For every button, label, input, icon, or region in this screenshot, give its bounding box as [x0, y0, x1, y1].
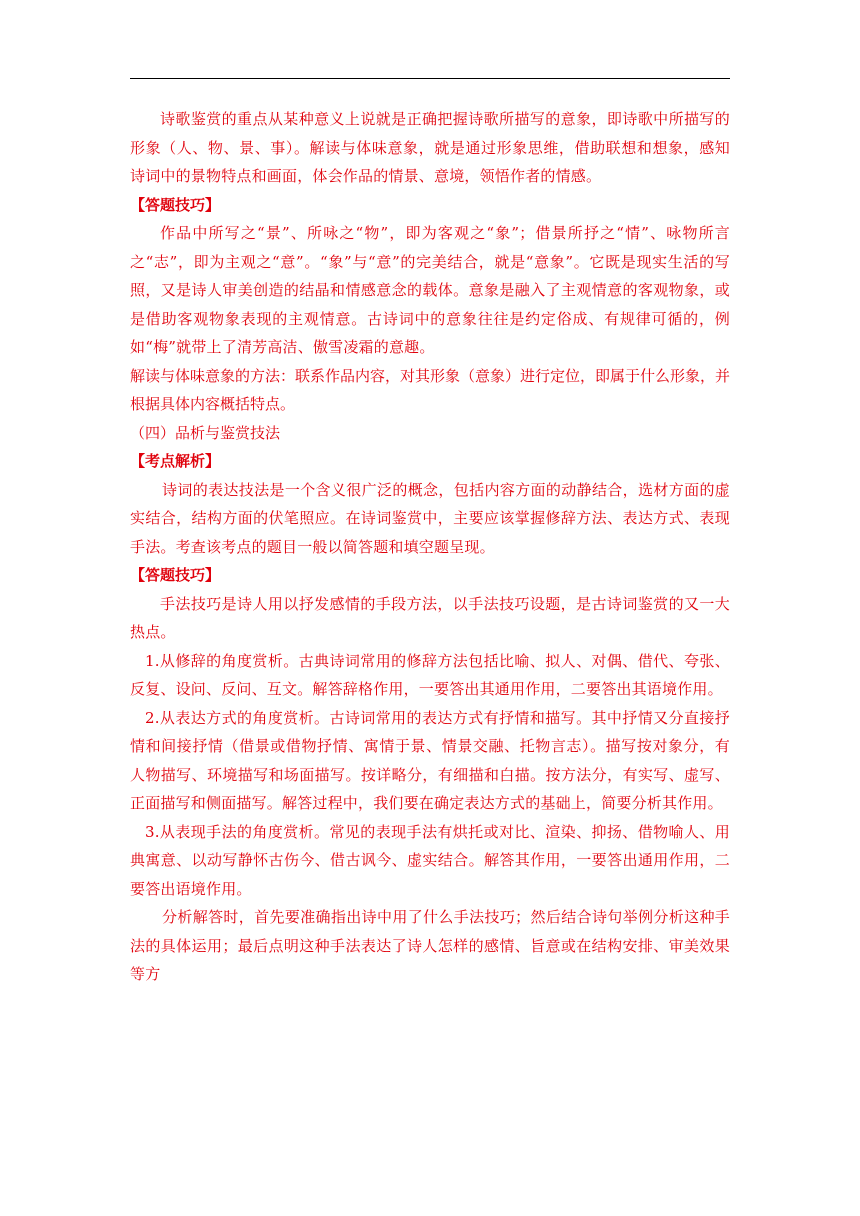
- heading-answer-tips: 【答题技巧】: [130, 195, 221, 214]
- heading-answer-tips-2: 【答题技巧】: [130, 566, 221, 584]
- heading-analysis: 【考点解析】: [130, 452, 221, 470]
- document-body: [130, 105, 730, 989]
- paragraph-techniques-overview: 诗词的表达技法是一个含义很广泛的概念，包括内容方面的动静结合，选材方面的虚实结合，结构方面的伏笔照应。在诗词鉴赏中，主要应该掌握修辞方法、表达方式、表现手法。考查该考点的题目一般以简答题和填空题呈现。: [130, 480, 730, 556]
- paragraph-imagery-intro: 诗歌鉴赏的重点从某种意义上说就是正确把握诗歌所描写的意象，即诗歌中所描写的形象（人、物、景、事）。解读与体味意象，就是通过形象思维，借助联想和想象，感知诗词中的景物特点和画面，体会作品的情景、意境，领悟作者的情感。: [130, 110, 730, 185]
- paragraph-answer-steps: 分析解答时，首先要准确指出诗中用了什么手法技巧；然后结合诗句举例分析这种手法的具体运用；最后点明这种手法表达了诗人怎样的感情、旨意或在结构安排、审美效果等方: [130, 908, 730, 983]
- paragraph-techniques-intro: 手法技巧是诗人用以抒发感情的手段方法，以手法技巧设题，是古诗词鉴赏的又一大热点。: [130, 594, 730, 641]
- section-title-techniques: （四）品析与鉴赏技法: [130, 423, 281, 442]
- paragraph-rhetoric: 1.从修辞的角度赏析。古典诗词常用的修辞方法包括比喻、拟人、对偶、借代、夸张、反复、设问、反问、互文。解答辞格作用，一要答出其通用作用，二要答出其语境作用。: [130, 651, 730, 698]
- paragraph-presentation: 3.从表现手法的角度赏析。常见的表现手法有烘托或对比、渲染、抑扬、借物喻人、用典寓意、以动写静怀古伤今、借古讽今、虚实结合。解答其作用，一要答出通用作用，二要答出语境作用。: [130, 822, 730, 898]
- paragraph-imagery-explanation: 作品中所写之“景”、所咏之“物”，即为客观之“象”；借景所抒之“情”、咏物所言之“志”，即为主观之“意”。“象”与“意”的完美结合，就是“意象”。它既是现实生活的写照，又是诗人审美创造的结晶和情感意念的载体。意象是融入了主观情意的客观物象，或是借助客观物象表现的主观情意。古诗词中的意象往往是约定俗成、有规律可循的，例如“梅”就带上了清芳高洁、傲雪凌霜的意趣。: [130, 224, 730, 356]
- paragraph-expression: 2.从表达方式的角度赏析。古诗词常用的表达方式有抒情和描写。其中抒情又分直接抒情和间接抒情（借景或借物抒情、寓情于景、情景交融、托物言志）。描写按对象分，有人物描写、环境描写和场面描写。按详略分，有细描和白描。按方法分，有实写、虚写、正面描写和侧面描写。解答过程中，我们要在确定表达方式的基础上，简要分析其作用。: [130, 708, 730, 812]
- header-rule: [130, 78, 730, 79]
- paragraph-imagery-method: 解读与体味意象的方法：联系作品内容，对其形象（意象）进行定位，即属于什么形象，并根据具体内容概括特点。: [130, 366, 731, 413]
